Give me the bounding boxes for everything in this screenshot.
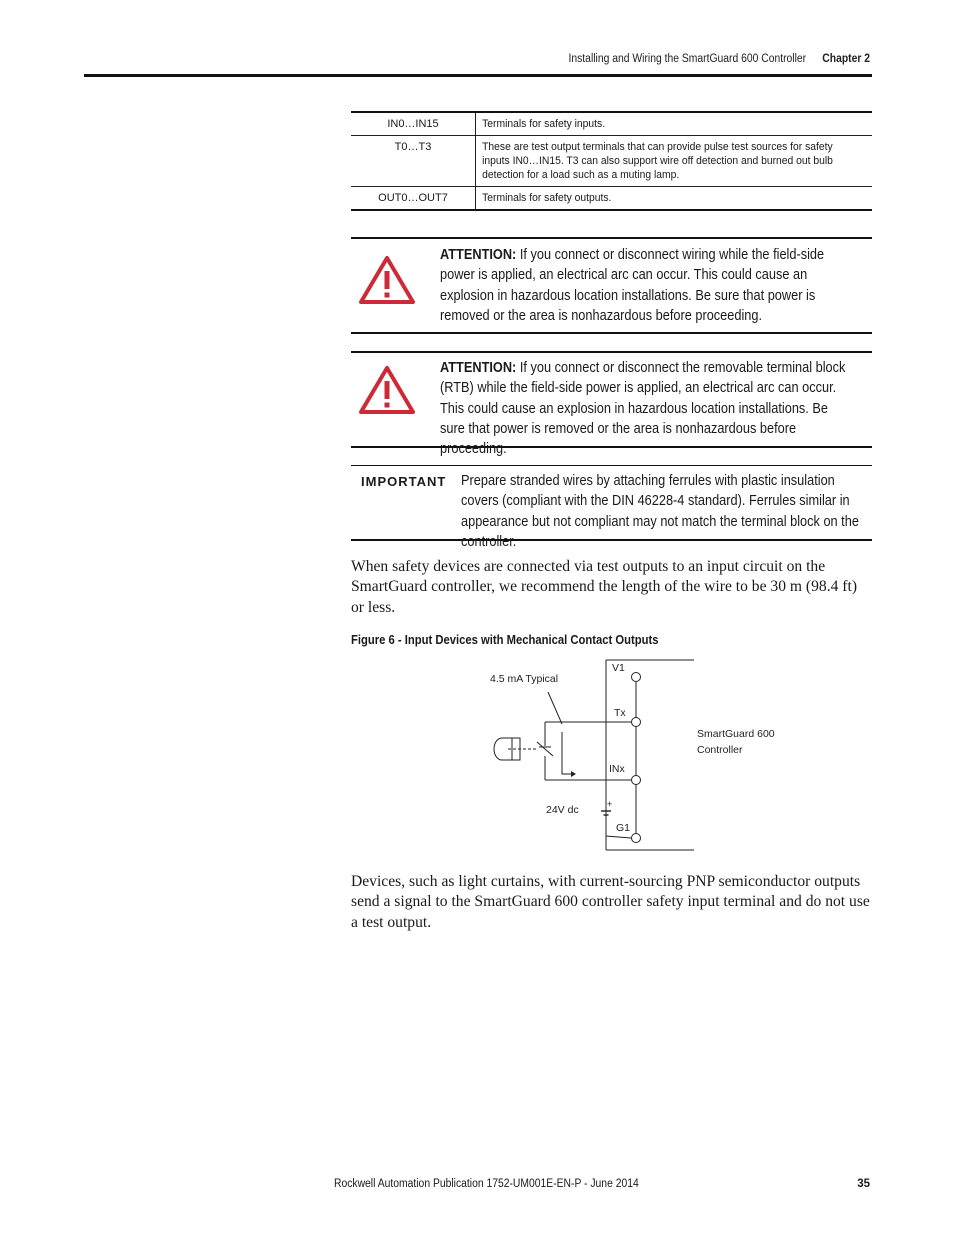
label-inx: INx	[609, 763, 625, 775]
terminal-table	[351, 111, 872, 211]
header-rule	[84, 74, 872, 77]
page-number: 35	[857, 1178, 870, 1190]
description-cell: Terminals for safety inputs.	[481, 118, 605, 130]
terminal-cell: IN0…IN15	[351, 112, 476, 136]
footer-publication: Rockwell Automation Publication 1752-UM001E-EN-P - June 2014	[334, 1178, 639, 1190]
description-cell: These are test output terminals that can provide pulse test sources for safety inputs IN0…IN15. T3 can also support wire off detection and burned out bulb detection for a load such as a muting lamp.	[481, 141, 833, 181]
attention-text-2	[440, 358, 854, 459]
important-text: Prepare stranded wires by attaching ferrules with plastic insulation covers (compliant with the DIN 46228-4 standard). Ferrules similar in appearance but not compliant may not match the terminal block on the controller.	[461, 473, 859, 550]
running-header	[568, 53, 870, 65]
body-paragraph-2: Devices, such as light curtains, with current-sourcing PNP semiconductor outputs send a signal to the SmartGuard 600 controller safety input terminal and do not use a test output.	[351, 873, 870, 931]
header-section: Installing and Wiring the SmartGuard 600 Controller	[568, 53, 807, 65]
label-v1: V1	[612, 662, 625, 674]
label-current: 4.5 mA Typical	[490, 673, 559, 685]
label-tx: Tx	[614, 707, 626, 719]
attention-notice-1	[351, 237, 872, 334]
figure-caption: Figure 6 - Input Devices with Mechanical Contact Outputs	[351, 633, 659, 647]
label-controller-line2: Controller	[697, 744, 743, 756]
important-label: IMPORTANT	[361, 474, 447, 489]
attention-notice-2	[351, 351, 872, 458]
warning-triangle-icon	[359, 365, 415, 415]
warning-triangle-icon	[359, 255, 415, 305]
terminal-inx	[632, 776, 641, 785]
terminal-g1	[632, 834, 641, 843]
table-row	[351, 112, 872, 136]
label-controller-line1: SmartGuard 600	[697, 728, 775, 740]
attention-body: If you connect or disconnect wiring while the field-side power is applied, an electrical arc can occur. This could cause an explosion in hazardous location installations. Be sure that power is removed or the area is nonhazardous before proceeding.	[440, 247, 825, 324]
page-header	[0, 0, 954, 80]
table-row	[351, 136, 872, 187]
label-g1: G1	[616, 822, 631, 834]
wiring-diagram	[470, 652, 775, 862]
terminal-cell: T0…T3	[351, 136, 476, 187]
attention-label: ATTENTION:	[440, 247, 517, 263]
label-plus: +	[607, 799, 613, 809]
important-notice	[351, 465, 872, 550]
body-paragraph-1: When safety devices are connected via test outputs to an input circuit on the SmartGuard controller, we recommend the length of the wire to be 30 m (98.4 ft) or less.	[351, 558, 858, 616]
terminal-tx	[632, 718, 641, 727]
terminal-v1	[632, 673, 641, 682]
label-supply: 24V dc	[546, 804, 579, 816]
attention-body: If you connect or disconnect the removable terminal block (RTB) while the field-side power is applied, an electrical arc can occur. This could cause an explosion in hazardous location installations. Be sure that power is removed or the area is nonhazardous before proceeding.	[440, 360, 846, 458]
attention-text-1	[440, 245, 854, 326]
description-cell: Terminals for safety outputs.	[481, 192, 611, 204]
terminal-cell: OUT0…OUT7	[351, 187, 476, 211]
table-row	[351, 187, 872, 211]
header-chapter: Chapter 2	[822, 53, 870, 65]
attention-label: ATTENTION:	[440, 360, 517, 376]
